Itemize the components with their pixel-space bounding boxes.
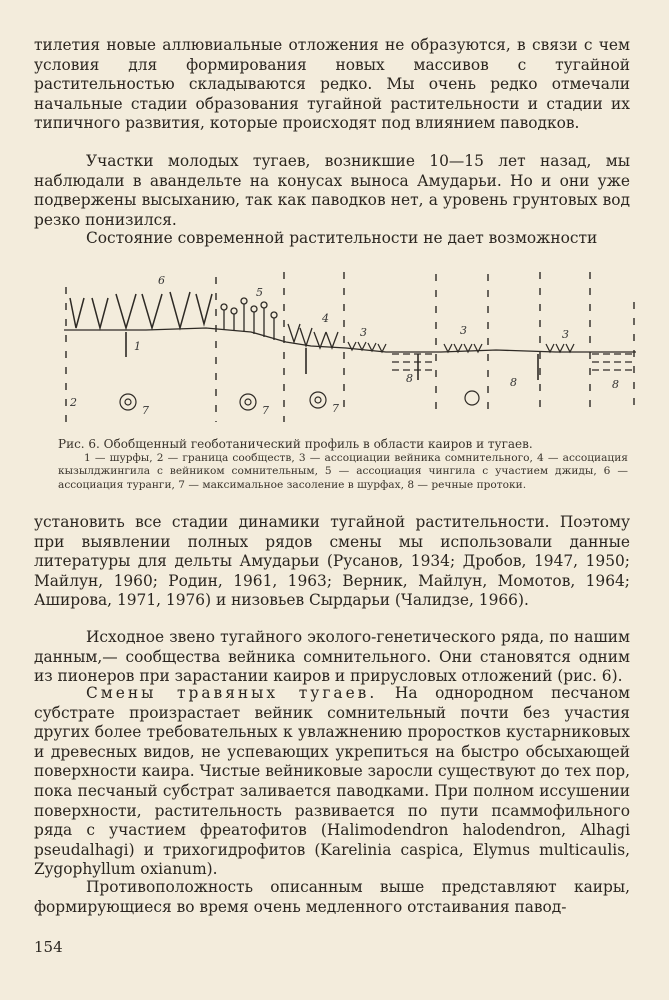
label-5: 5 bbox=[256, 286, 263, 299]
label-7b: 7 bbox=[262, 404, 269, 417]
paragraph-grass-tugai-body: На однородном песчаном субстрате произрастает вейник сомнительный почти без участия других более требовательных к увлажнению проростков кустарниковых и древесных видов, не успевающих укрепиться на быстро обсыхающей поверхности каира. Чистые вейниковые заросли существуют до тех пор, пока песчаный субстрат заливается паводками. При полном иссушении поверхности, растительность развивается по пути псаммофильного ряда с участием фреатофитов (Halimodendron halodendron, Alhagi pseudalhagi) и трихогидрофитов (Karelinia caspica, Elymus multicaulis, Zygophyllum oxianum). bbox=[34, 684, 630, 879]
salinization-symbols bbox=[120, 391, 479, 410]
section-heading-grass-tugai: Смены травяных тугаев. bbox=[86, 684, 378, 702]
geobotanical-profile-figure bbox=[56, 262, 646, 432]
turanga-trees bbox=[70, 292, 212, 328]
ground-profile-line bbox=[64, 328, 636, 352]
label-7a: 7 bbox=[142, 404, 149, 417]
label-3c: 3 bbox=[360, 326, 367, 339]
soil-pits bbox=[126, 332, 538, 380]
label-6: 6 bbox=[158, 274, 165, 287]
paragraph-grass-tugai bbox=[34, 684, 630, 880]
figure-caption-title: Рис. 6. Обобщенный геоботанический профиль в области каиров и тугаев. bbox=[58, 437, 533, 451]
paragraph-young-tugai: Участки молодых тугаев, возникшие 10—15 лет назад, мы наблюдали в авандельте на конусах выноса Амударьи. Но и они уже подвержены высыханию, так как паводков нет, а уровень грунтовых вод резко понизился. bbox=[34, 152, 630, 229]
label-4: 4 bbox=[322, 312, 329, 325]
paragraph-state-vegetation: Состояние современной растительности не дает возможности bbox=[86, 229, 598, 247]
label-1: 1 bbox=[134, 340, 141, 353]
paragraph-literature: установить все стадии динамики тугайной растительности. Поэтому при выявлении полных рядов смены мы использовали данные литературы для дельты Амударьи (Русанов, 1934; Дробов, 1947, 1950; Майлун, 1960; Родин, 1961, 1963; Верник, Майлун, Момотов, 1964; Аширова, 1971, 1976) и низовьев Сырдарьи (Чалидзе, 1966). bbox=[34, 513, 630, 610]
paragraph-opposite: Противоположность описанным выше представляют каиры, формирующиеся во время очень медленного отстаивания павод- bbox=[34, 878, 630, 916]
paragraph-continuation: тилетия новые аллювиальные отложения не образуются, в связи с чем условия для формирования новых массивов с тугайной растительностью складываются редко. Мы очень редко отмечали начальные стадии образования тугайной растительности и стадии их типичного развития, которые происходят под влиянием паводков. bbox=[34, 36, 630, 133]
label-3a: 3 bbox=[460, 324, 467, 337]
kyzyldzhingil-shrubs bbox=[288, 324, 338, 348]
label-8c: 8 bbox=[612, 378, 619, 391]
label-8a: 8 bbox=[406, 372, 413, 385]
chingil-shrubs bbox=[221, 298, 277, 340]
figure-caption-legend: 1 — шурфы, 2 — граница сообществ, 3 — ассоциации вейника сомнительного, 4 — ассоциация кызылджингила с вейником сомнительным, 5 — ассоциация чингила с участием джиды, 6 — ассоциация туранги, 7 — максимальное засоление в шурфах, 8 — речные протоки. bbox=[58, 452, 628, 491]
label-2: 2 bbox=[70, 396, 77, 409]
label-7c: 7 bbox=[332, 402, 339, 415]
label-3b: 3 bbox=[562, 328, 569, 341]
veinik-grass bbox=[348, 342, 574, 352]
label-8b: 8 bbox=[510, 376, 517, 389]
river-channels bbox=[392, 354, 632, 370]
figure-caption bbox=[58, 436, 628, 492]
paragraph-initial-link: Исходное звено тугайного эколого-генетического ряда, по нашим данным,— сообщества вейника сомнительного. Они становятся одним из пионеров при зарастании каиров и прирусловых отложений (рис. 6). bbox=[34, 628, 630, 686]
page-number: 154 bbox=[34, 938, 63, 956]
